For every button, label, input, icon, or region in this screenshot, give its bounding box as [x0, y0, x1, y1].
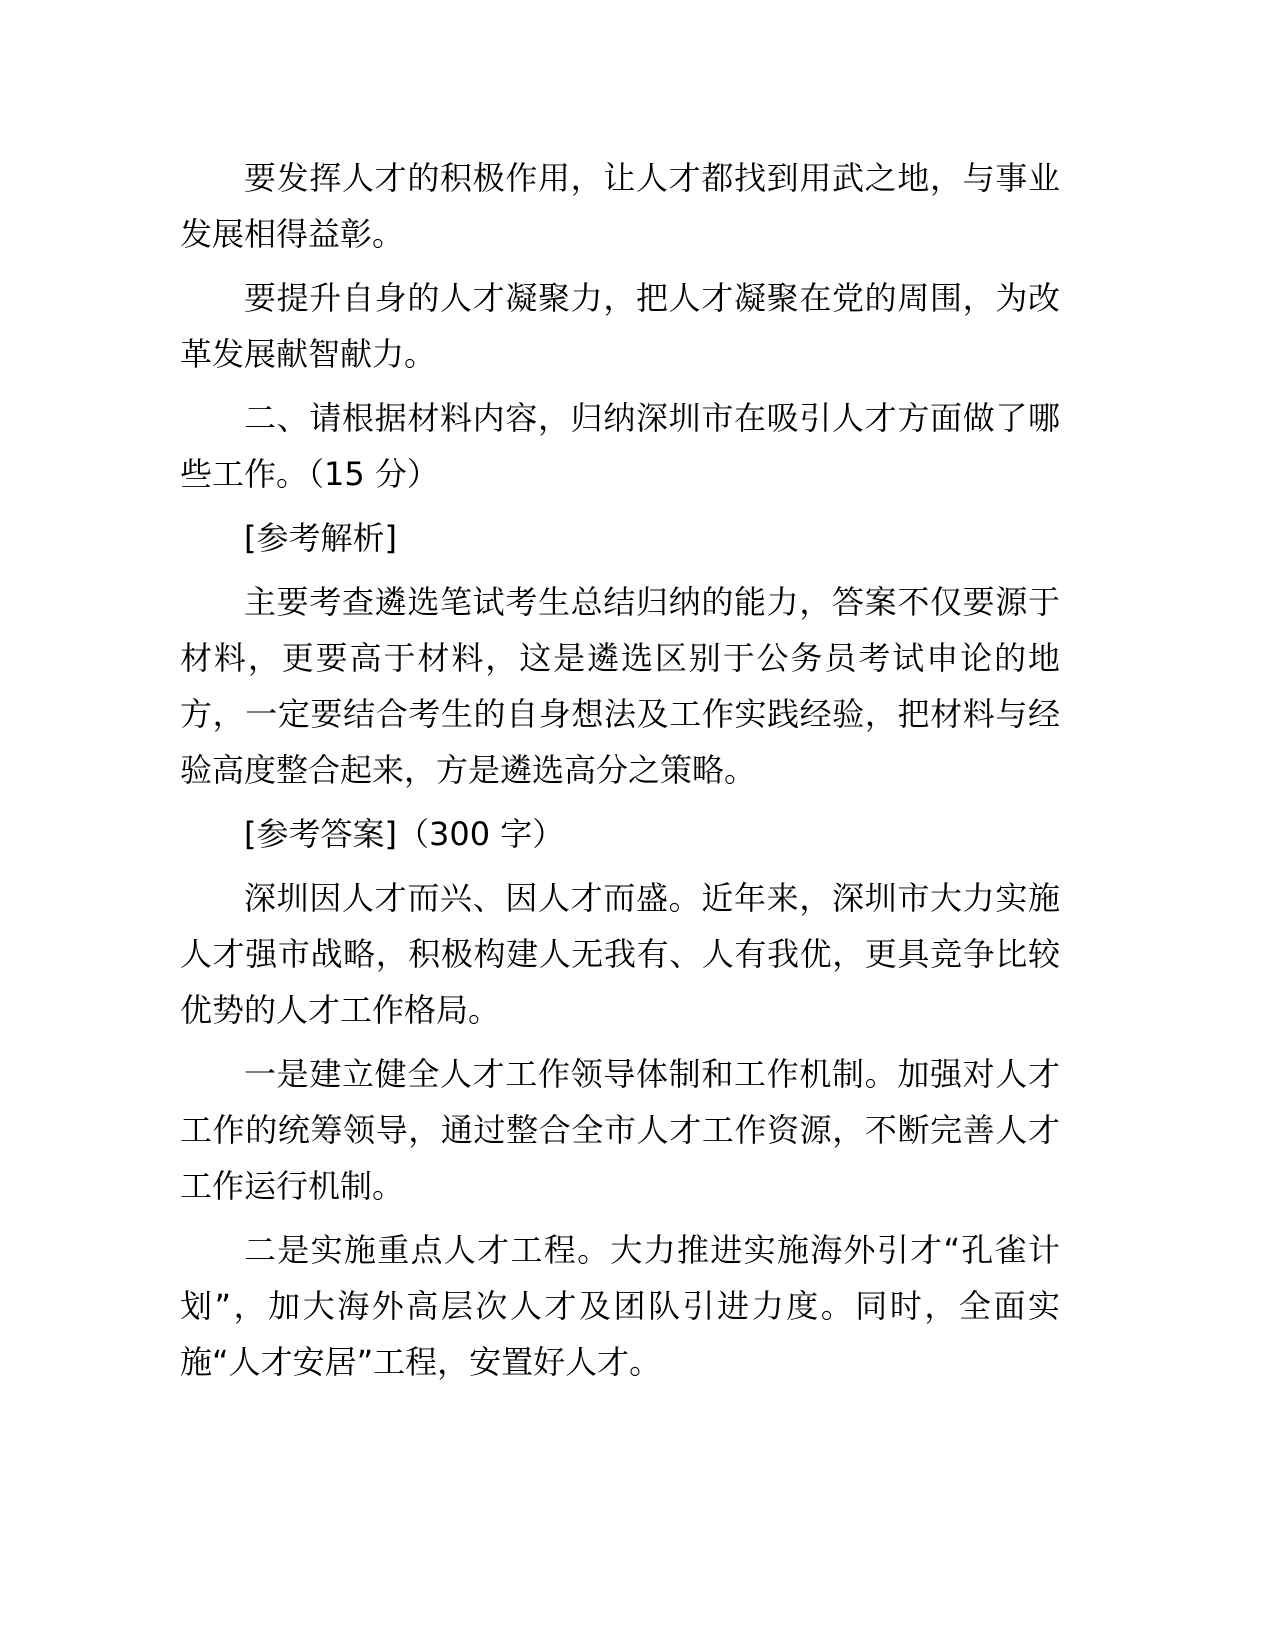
reference-answer-heading: [参考答案]（300 字）	[244, 815, 565, 853]
answer-intro: 深圳因人才而兴、因人才而盛。近年来，深圳市大力实施人才强市战略，积极构建人无我有、人有我优，更具竞争比较优势的人才工作格局。	[180, 879, 1060, 1029]
document-page	[180, 150, 1060, 1398]
paragraph-talent-role: 要发挥人才的积极作用，让人才都找到用武之地，与事业发展相得益彰。	[180, 159, 1060, 253]
question-two: 二、请根据材料内容，归纳深圳市在吸引人才方面做了哪些工作。（15 分）	[180, 399, 1060, 493]
answer-point-two: 二是实施重点人才工程。大力推进实施海外引才“孔雀计划”，加大海外高层次人才及团队引进力度。同时，全面实施“人才安居”工程，安置好人才。	[180, 1231, 1060, 1381]
paragraph-talent-cohesion: 要提升自身的人才凝聚力，把人才凝聚在党的周围，为改革发展献智献力。	[180, 279, 1060, 373]
reference-analysis-heading: [参考解析]	[244, 519, 397, 557]
reference-analysis-text: 主要考查遴选笔试考生总结归纳的能力，答案不仅要源于材料，更要高于材料，这是遴选区别于公务员考试申论的地方，一定要结合考生的自身想法及工作实践经验，把材料与经验高度整合起来，方是遴选高分之策略。	[180, 583, 1060, 789]
answer-point-one: 一是建立健全人才工作领导体制和工作机制。加强对人才工作的统筹领导，通过整合全市人才工作资源，不断完善人才工作运行机制。	[180, 1055, 1060, 1205]
